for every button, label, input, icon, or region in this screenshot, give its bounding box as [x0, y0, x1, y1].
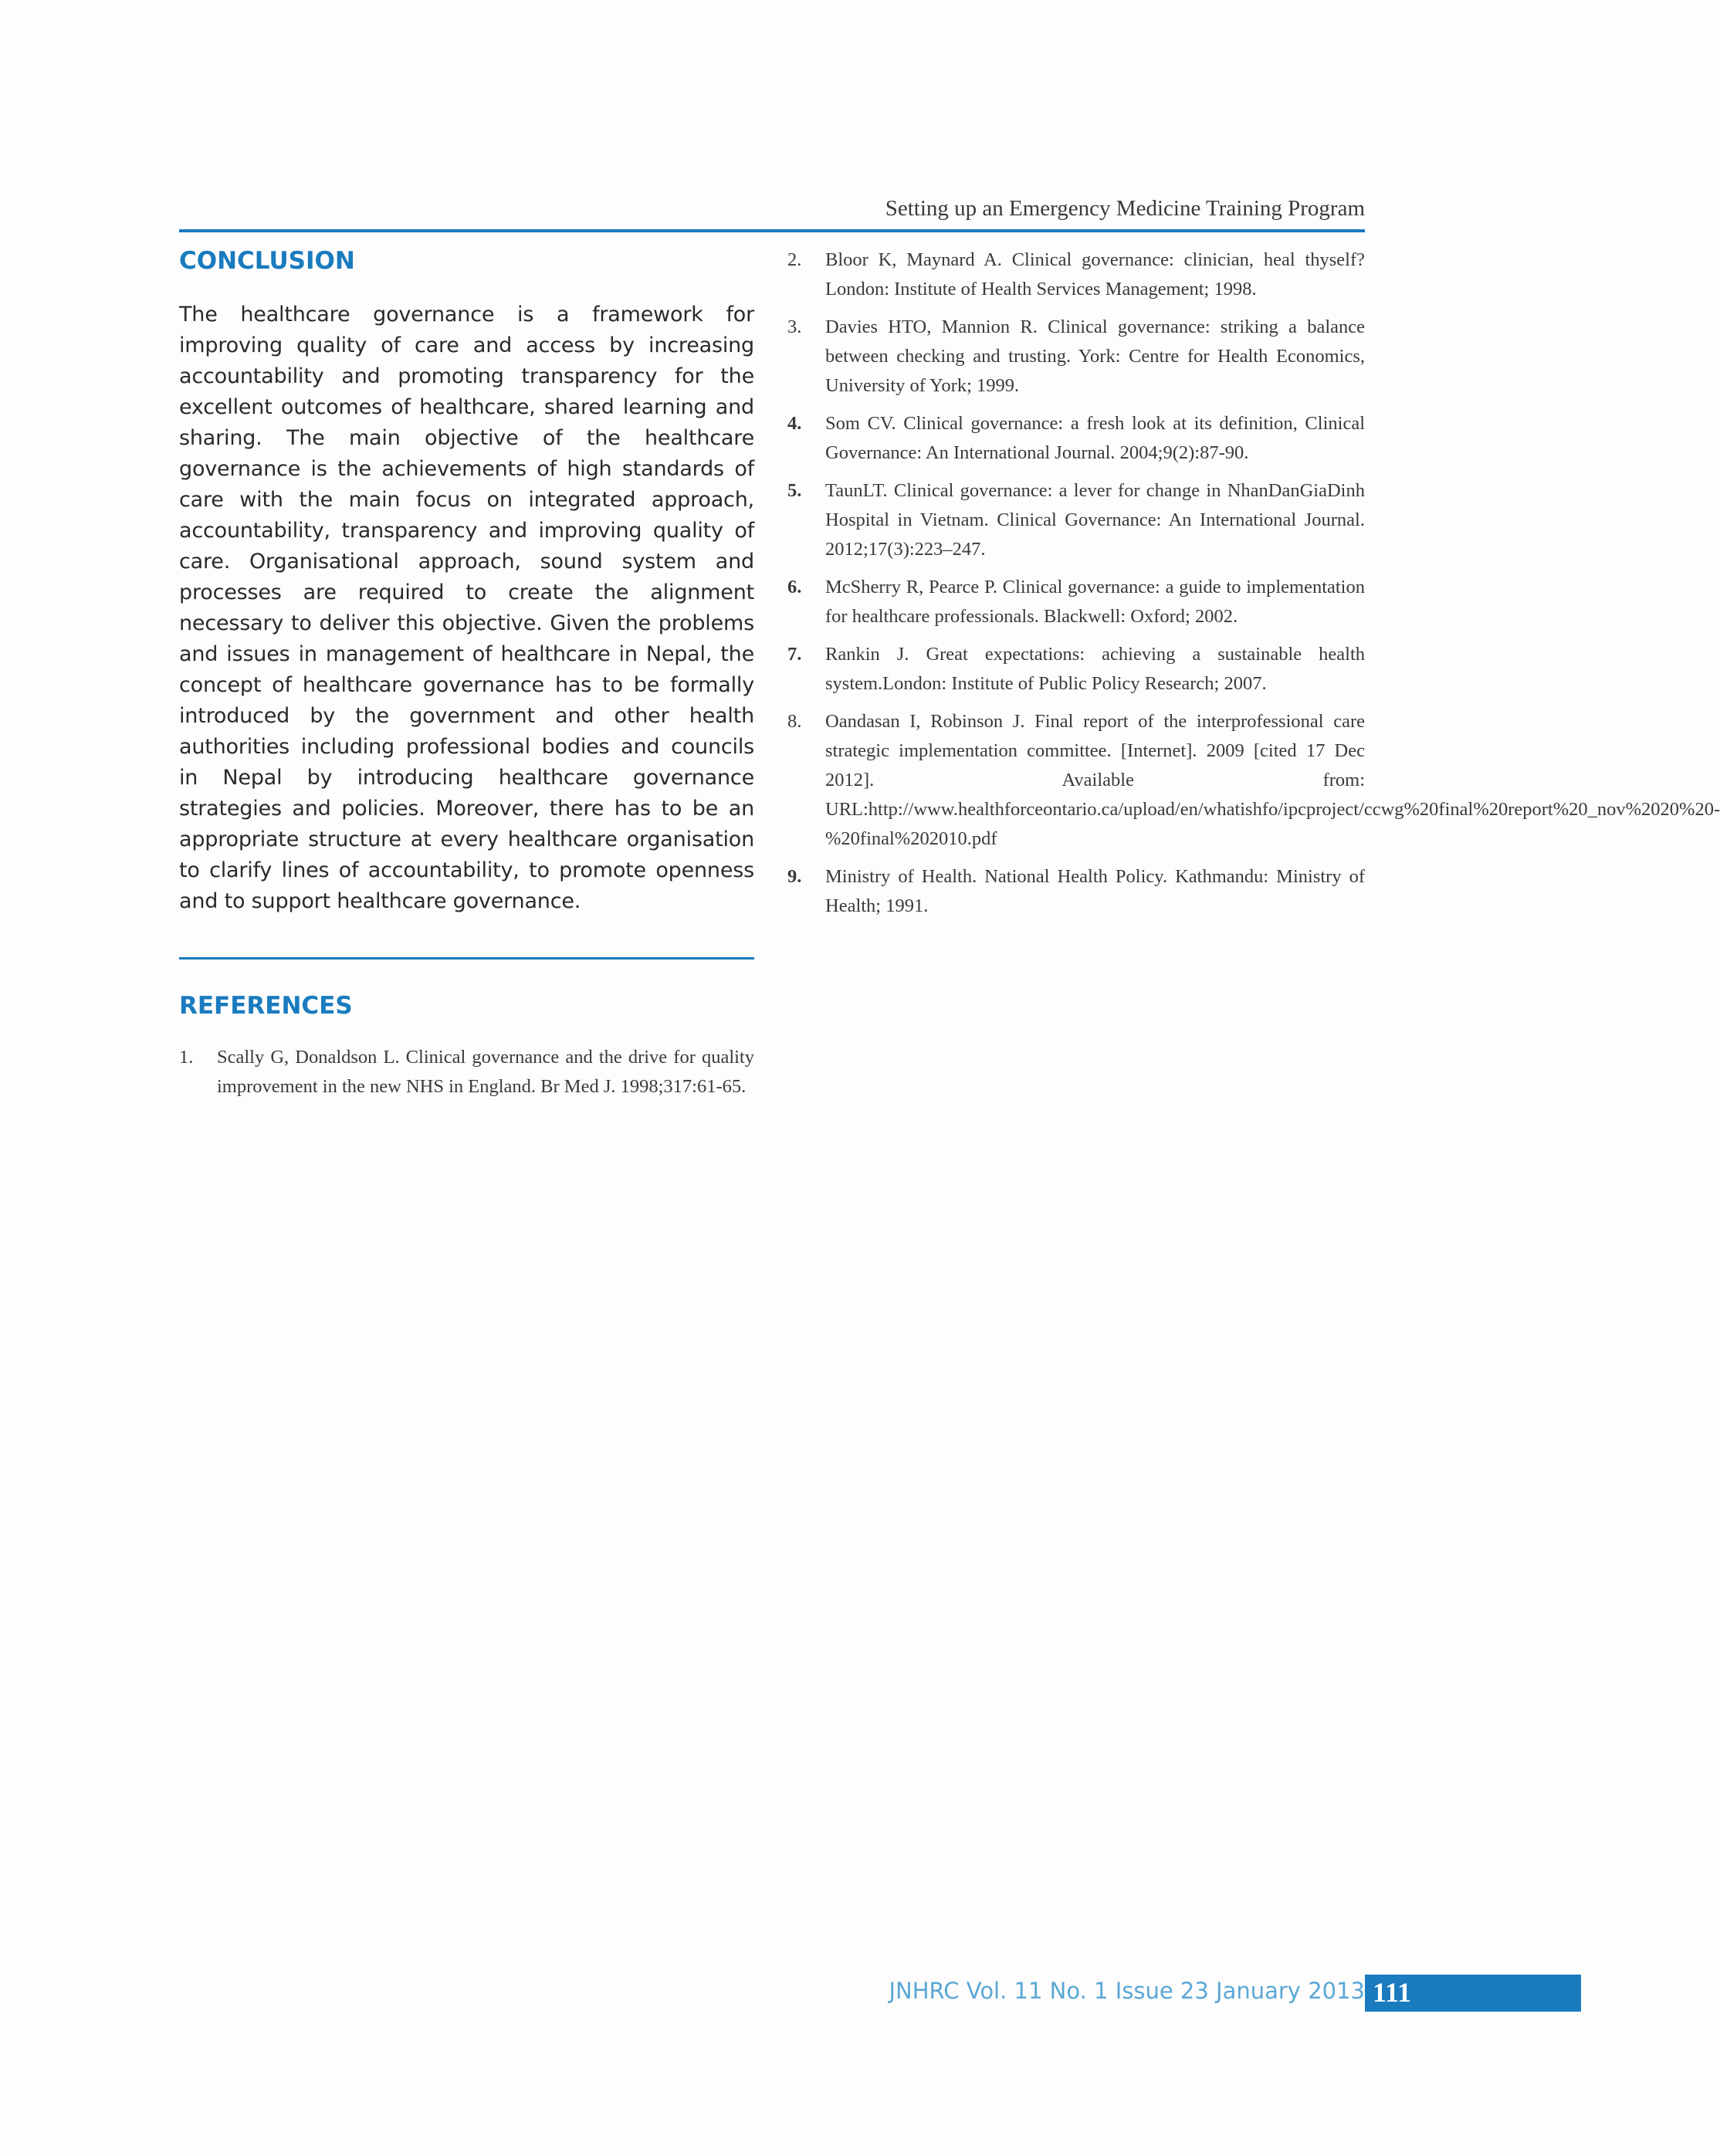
reference-text: Scally G, Donaldson L. Clinical governance and the drive for quality improvement in the new NHS in England. Br Med J. 1998;317:61-65.: [217, 1047, 754, 1097]
running-header: Setting up an Emergency Medicine Training Program: [885, 196, 1365, 221]
reference-number: 7.: [787, 644, 802, 665]
reference-text: Davies HTO, Mannion R. Clinical governance: striking a balance between checking and trusting. York: Centre for Health Economics, University of York; 1999.: [825, 316, 1365, 396]
footer-page-box: [1365, 1975, 1581, 2012]
reference-number: 9.: [787, 866, 802, 887]
header-rule: [179, 229, 1365, 232]
reference-number: 8.: [787, 711, 802, 732]
reference-item: [787, 573, 1365, 631]
reference-item: [787, 476, 1365, 564]
reference-text: Oandasan I, Robinson J. Final report of the interprofessional care strategic implementation committee. [Internet]. 2009 [cited 17 Dec 2012]. Available from: URL:http://www.healthforceontario.ca/upload/en/whatishfo/ipcproject/ccwg%20final%20report%20_nov%2020%20-%20final%202010.pdf: [825, 711, 1720, 849]
section-divider: [179, 957, 754, 960]
reference-item: [787, 245, 1365, 304]
reference-number: 1.: [179, 1047, 194, 1068]
reference-text: Som CV. Clinical governance: a fresh look at its definition, Clinical Governance: An International Journal. 2004;9(2):87-90.: [825, 413, 1365, 463]
conclusion-body: The healthcare governance is a framework for improving quality of care and access by increasing accountability and promoting transparency for the excellent outcomes of healthcare, shared learning and sharing. The main objective of the healthcare governance is the achievements of high standards of care with the main focus on integrated approach, accountability, transparency and improving quality of care. Organisational approach, sound system and processes are required to create the alignment necessary to deliver this objective. Given the problems and issues in management of healthcare in Nepal, the concept of healthcare governance has to be formally introduced by the government and other health authorities including professional bodies and councils in Nepal by introducing healthcare governance strategies and policies. Moreover, there has to be an appropriate structure at every healthcare organisation to clarify lines of accountability, to promote openness and to support healthcare governance.: [179, 303, 754, 913]
footer-journal-citation: JNHRC Vol. 11 No. 1 Issue 23 January 2013: [889, 1978, 1365, 2004]
conclusion-heading: CONCLUSION: [179, 247, 355, 275]
reference-item: [787, 640, 1365, 699]
references-heading: REFERENCES: [179, 992, 353, 1020]
reference-item: [787, 313, 1365, 401]
reference-number: 5.: [787, 480, 802, 501]
reference-text: TaunLT. Clinical governance: a lever for change in NhanDanGiaDinh Hospital in Vietnam. Clinical Governance: An International Journal. 2012;17(3):223–247.: [825, 480, 1365, 560]
reference-text: McSherry R, Pearce P. Clinical governance: a guide to implementation for healthcare professionals. Blackwell: Oxford; 2002.: [825, 577, 1365, 627]
references-list-right: [787, 245, 1720, 921]
reference-number: 2.: [787, 249, 802, 270]
reference-number: 3.: [787, 316, 802, 337]
left-column: [179, 245, 754, 1109]
reference-text: Bloor K, Maynard A. Clinical governance: clinician, heal thyself?London: Institute of Health Services Management; 1998.: [825, 249, 1365, 300]
reference-item: [787, 707, 1720, 854]
reference-item: [179, 1043, 754, 1102]
right-column: [787, 245, 1720, 929]
reference-item: [787, 862, 1365, 921]
reference-text: Rankin J. Great expectations: achieving a sustainable health system.London: Institute of Public Policy Research; 2007.: [825, 644, 1365, 694]
reference-number: 4.: [787, 413, 802, 434]
page-number: 111: [1373, 1977, 1412, 2008]
reference-text: Ministry of Health. National Health Policy. Kathmandu: Ministry of Health; 1991.: [825, 866, 1365, 916]
references-list-left: [179, 1043, 754, 1102]
reference-item: [787, 409, 1365, 468]
reference-number: 6.: [787, 577, 802, 597]
